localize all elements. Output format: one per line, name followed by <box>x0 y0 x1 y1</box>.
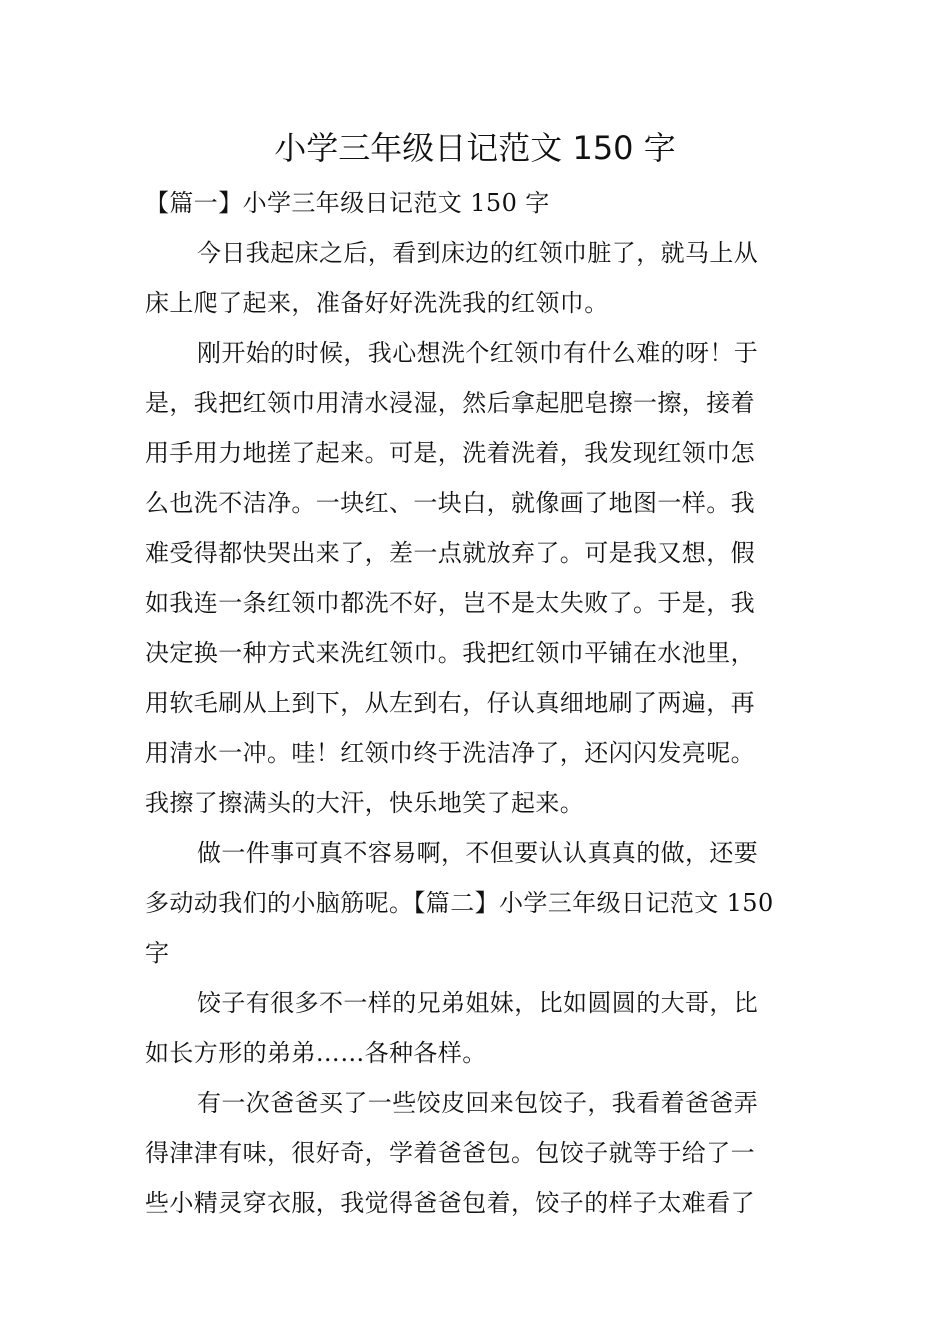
text-line: 刚开始的时候，我心想洗个红领巾有什么难的呀！于 <box>197 339 759 367</box>
text-line: 决定换一种方式来洗红领巾。我把红领巾平铺在水池里， <box>145 639 755 667</box>
text-line: 是，我把红领巾用清水浸湿，然后拿起肥皂擦一擦，接着 <box>145 389 755 417</box>
text-line: 有一次爸爸买了一些饺皮回来包饺子，我看着爸爸弄 <box>197 1089 759 1117</box>
text-line: 今日我起床之后，看到床边的红领巾脏了，就马上从 <box>197 239 759 267</box>
text-line: 床上爬了起来，准备好好洗洗我的红领巾。 <box>145 289 609 317</box>
text-line: 我擦了擦满头的大汗，快乐地笑了起来。 <box>145 789 585 817</box>
text-line: 用清水一冲。哇！红领巾终于洗洁净了，还闪闪发亮呢。 <box>145 739 755 767</box>
text-line: 多动动我们的小脑筋呢。【篇二】小学三年级日记范文 150 <box>145 889 774 917</box>
text-line: 字 <box>145 939 170 967</box>
text-line: 【篇一】小学三年级日记范文 150 字 <box>145 189 550 217</box>
text-line: 难受得都快哭出来了，差一点就放弃了。可是我又想，假 <box>145 539 755 567</box>
text-line: 用手用力地搓了起来。可是，洗着洗着，我发现红领巾怎 <box>145 439 755 467</box>
document-body <box>145 178 807 1228</box>
text-line: 饺子有很多不一样的兄弟姐妹，比如圆圆的大哥，比 <box>197 989 759 1017</box>
document-title: 小学三年级日记范文 150 字 <box>274 129 676 167</box>
text-line: 得津津有味，很好奇，学着爸爸包。包饺子就等于给了一 <box>145 1139 755 1167</box>
text-line: 些小精灵穿衣服，我觉得爸爸包着，饺子的样子太难看了 <box>145 1189 755 1217</box>
text-line: 用软毛刷从上到下，从左到右，仔认真细地刷了两遍，再 <box>145 689 755 717</box>
text-line: 么也洗不洁净。一块红、一块白，就像画了地图一样。我 <box>145 489 755 517</box>
text-line: 做一件事可真不容易啊，不但要认认真真的做，还要 <box>197 839 759 867</box>
text-line: 如我连一条红领巾都洗不好，岂不是太失败了。于是，我 <box>145 589 755 617</box>
text-line: 如长方形的弟弟……各种各样。 <box>145 1039 487 1067</box>
